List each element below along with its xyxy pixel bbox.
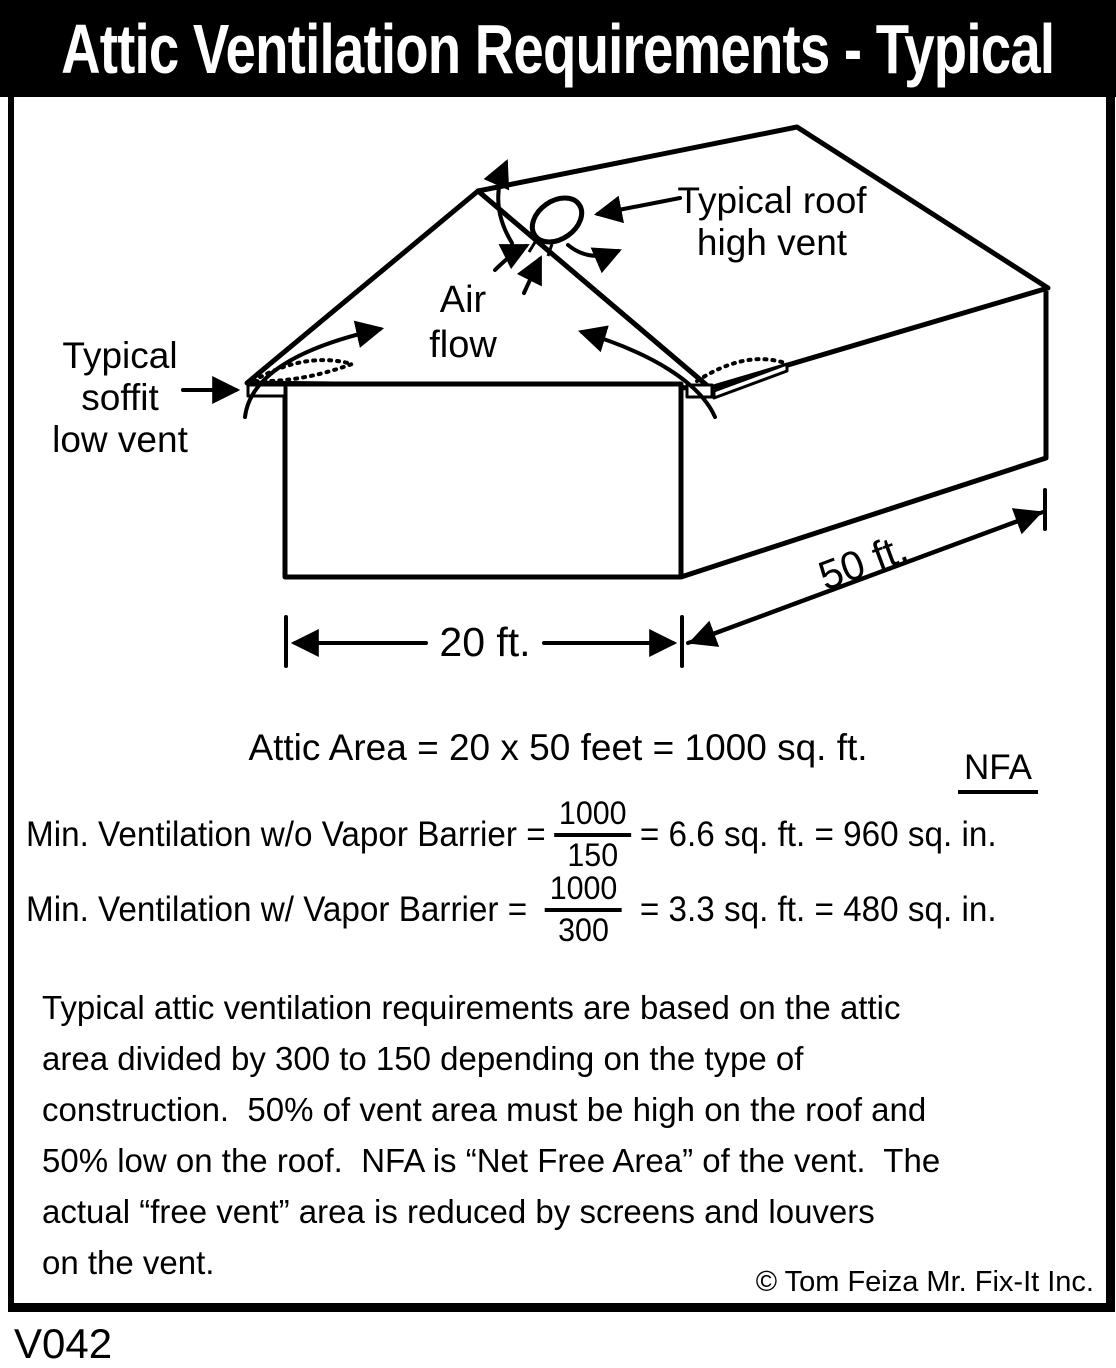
fraction-1000-150	[554, 796, 631, 874]
air-flow-label-line1: Air	[439, 279, 487, 321]
formula-with-vapor-prefix: Min. Ventilation w/ Vapor Barrier =	[26, 890, 537, 929]
page-title: Attic Ventilation Requirements - Typical	[61, 9, 1055, 88]
nfa-heading: NFA	[950, 748, 1046, 794]
front-wall	[285, 384, 681, 577]
explanation-paragraph	[42, 982, 1102, 1288]
roof-vent-label-line1: Typical roof	[677, 180, 867, 221]
paragraph-line: actual “free vent” area is reduced by screens and louvers	[42, 1193, 875, 1230]
formula-with-vapor-result: = 3.3 sq. ft. = 480 sq. in.	[630, 890, 997, 929]
fraction-denominator: 300	[558, 912, 609, 948]
document-code: V042	[14, 1320, 113, 1367]
fraction-numerator: 1000	[545, 871, 622, 912]
formula-no-vapor-prefix: Min. Ventilation w/o Vapor Barrier =	[26, 815, 546, 854]
formula-with-vapor-barrier	[26, 868, 1052, 952]
air-flow-label-line2: flow	[429, 324, 497, 366]
dim-50ft-label: 50 ft.	[812, 524, 914, 600]
fraction-1000-300	[545, 871, 622, 949]
copyright-notice: © Tom Feiza Mr. Fix-It Inc.	[755, 1266, 1094, 1298]
roof-vent-label-line2: high vent	[696, 222, 848, 263]
fraction-denominator: 150	[567, 837, 619, 873]
soffit-label-line1: Typical	[62, 335, 178, 376]
paragraph-line: on the vent.	[42, 1244, 215, 1281]
paragraph-line: area divided by 300 to 150 depending on the type of	[42, 1040, 804, 1077]
attic-area-formula: Attic Area = 20 x 50 feet = 1000 sq. ft.	[248, 727, 868, 768]
house-diagram	[0, 95, 1116, 715]
title-bar	[0, 0, 1116, 97]
paragraph-line: construction. 50% of vent area must be high on the roof and	[42, 1091, 927, 1128]
paragraph-line: 50% low on the roof. NFA is “Net Free Area” of the vent. The	[42, 1142, 941, 1179]
dim-20ft-label: 20 ft.	[439, 619, 531, 665]
fraction-numerator: 1000	[554, 796, 631, 837]
soffit-label-line2: soffit	[81, 377, 159, 418]
soffit-label-line3: low vent	[52, 419, 188, 460]
formula-no-vapor-result: = 6.6 sq. ft. = 960 sq. in.	[639, 815, 997, 854]
paragraph-line: Typical attic ventilation requirements are based on the attic	[42, 989, 901, 1026]
formula-no-vapor-barrier	[26, 793, 1052, 877]
